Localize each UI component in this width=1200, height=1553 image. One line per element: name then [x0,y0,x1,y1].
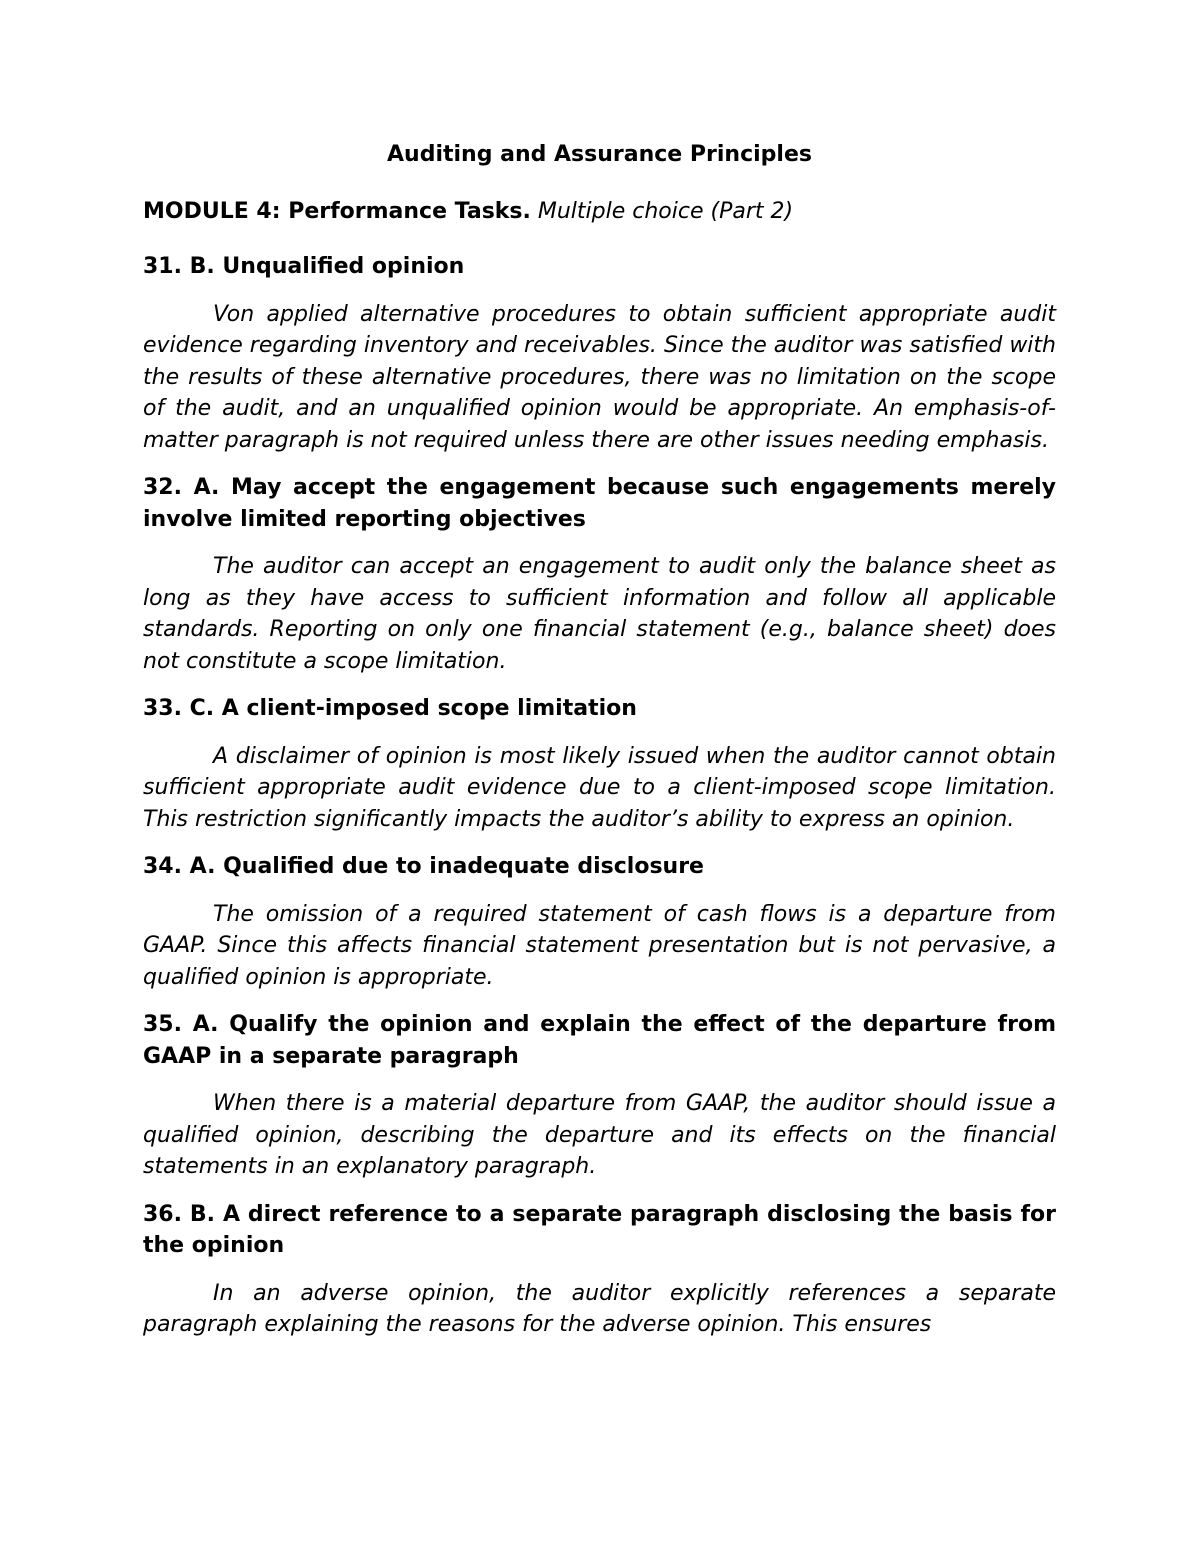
answer-explanation: The auditor can accept an engagement to audit only the balance sheet as long as they have access to sufficient information and follow all applicable standards. Reporting on only one financial statement (e.g., balance sheet) does not constitute a scope limitation. [143,554,1056,674]
module-subtitle: Multiple choice (Part 2) [537,199,794,224]
answer-heading: 31. B. Unqualified opinion [143,254,465,279]
answer-item-31 [143,251,1056,456]
module-label: MODULE 4: Performance Tasks. [143,199,531,224]
answer-explanation: Von applied alternative procedures to obtain sufficient appropriate audit evidence regarding inventory and receivables. Since the auditor was satisfied with the results of these alternative procedures, there was no limitation on the scope of the audit, and an unqualified opinion would be appropriate. An emphasis-of-matter paragraph is not required unless there are other issues needing emphasis. [143,301,1056,453]
answer-item-35 [143,1009,1056,1183]
answer-explanation: When there is a material departure from GAAP, the auditor should issue a qualified opinion, describing the departure and its effects on the financial statements in an explanatory paragraph. [143,1091,1056,1179]
answer-heading: 35. A. Qualify the opinion and explain the effect of the departure from GAAP in a separate paragraph [143,1012,1056,1069]
document-title: Auditing and Assurance Principles [387,142,812,167]
answer-item-33 [143,693,1056,835]
answer-explanation: In an adverse opinion, the auditor explicitly references a separate paragraph explaining the reasons for the adverse opinion. This ensures [143,1280,1056,1337]
answer-explanation: A disclaimer of opinion is most likely issued when the auditor cannot obtain sufficient appropriate audit evidence due to a client-imposed scope limitation. This restriction significantly impacts the auditor’s ability to express an opinion. [143,743,1056,832]
document-page [143,138,1056,1357]
answer-explanation: The omission of a required statement of cash flows is a departure from GAAP. Since this affects financial statement presentation but is not pervasive, a qualified opinion is appropriate. [143,901,1056,990]
answer-heading: 32. A. May accept the engagement because such engagements merely involve limited reporting objectives [143,475,1056,532]
answer-item-36 [143,1199,1056,1341]
module-heading [143,195,1056,229]
answer-heading: 34. A. Qualified due to inadequate disclosure [143,854,704,879]
answer-heading: 33. C. A client-imposed scope limitation [143,696,637,721]
answer-item-32 [143,472,1056,677]
answer-item-34 [143,851,1056,993]
answer-heading: 36. B. A direct reference to a separate paragraph disclosing the basis for the opinion [143,1201,1056,1258]
